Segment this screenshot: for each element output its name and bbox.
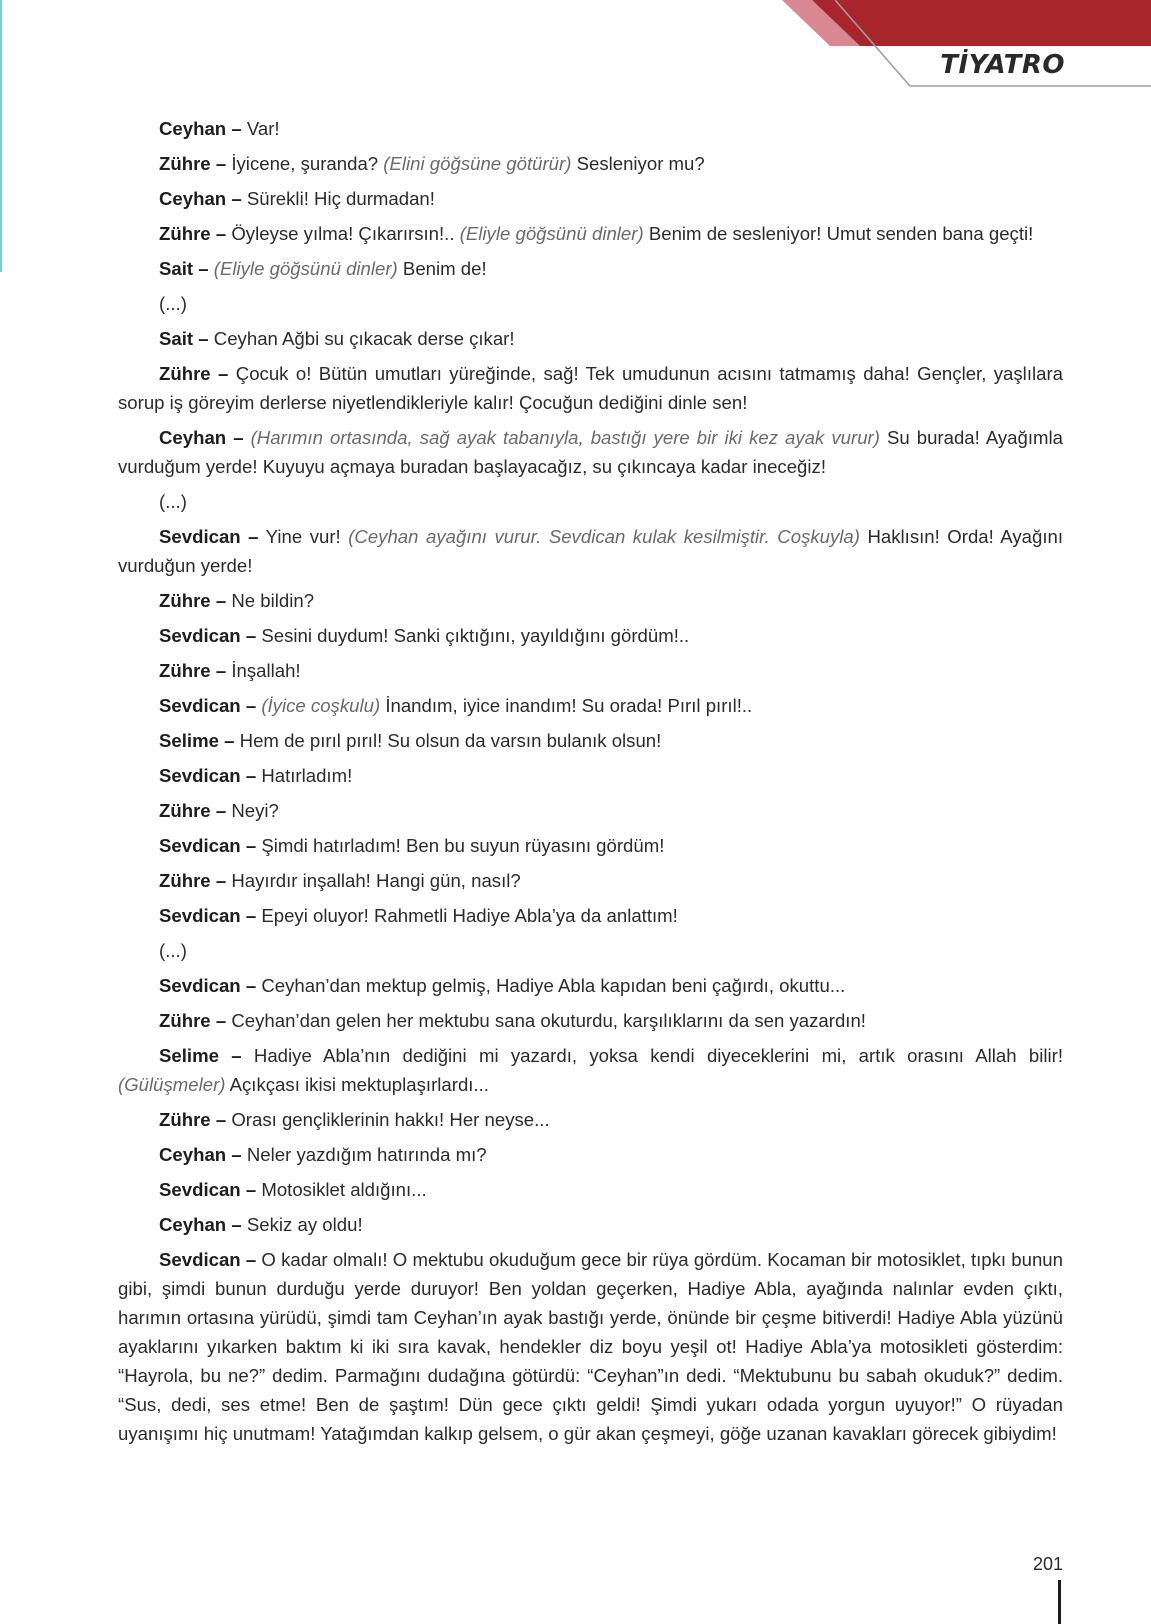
speaker-name: Sevdican – xyxy=(159,835,257,856)
speaker-name: Sevdican – xyxy=(159,765,257,786)
dialogue-text: Ne bildin? xyxy=(231,590,315,611)
dialogue-line xyxy=(118,691,1063,720)
dialogue-text: Hadiye Abla’nın dediğini mi yazardı, yoksa kendi diyeceklerini mi, artık orasını Allah bilir! xyxy=(253,1045,1063,1066)
dialogue-line xyxy=(118,621,1063,650)
dialogue-line xyxy=(118,901,1063,930)
speaker-name: Ceyhan – xyxy=(159,188,242,209)
dialogue-line xyxy=(118,184,1063,213)
dialogue-line xyxy=(118,522,1063,580)
dialogue-text: Var! xyxy=(246,118,280,139)
dialogue-text: İnşallah! xyxy=(231,660,301,681)
speaker-name: Sevdican – xyxy=(159,526,259,547)
dialogue-line xyxy=(118,254,1063,283)
page-number-rule xyxy=(1058,1580,1061,1624)
dialogue-line xyxy=(118,866,1063,895)
speaker-name: Sevdican – xyxy=(159,625,257,646)
dialogue-text: Su burada! Ayağımla vurduğum yerde! Kuyuyu açmaya buradan başlayacağız, su çıkıncaya kadar ineceğiz! xyxy=(118,427,1063,477)
stage-direction: (Harımın ortasında, sağ ayak tabanıyla, bastığı yere bir iki kez ayak vurur) xyxy=(250,427,880,448)
dialogue-line xyxy=(118,149,1063,178)
play-dialogue xyxy=(118,114,1063,1454)
stage-direction: (Gülüşmeler) xyxy=(118,1074,226,1095)
speaker-name: Ceyhan – xyxy=(159,118,242,139)
dialogue-line xyxy=(118,487,1063,516)
header-accent-band xyxy=(812,0,1151,46)
dialogue-text: (...) xyxy=(159,940,187,961)
dialogue-line xyxy=(118,1245,1063,1448)
dialogue-text: O kadar olmalı! O mektubu okuduğum gece bir rüya gördüm. Kocaman bir motosiklet, tıpkı bunun gibi, şimdi bunun durduğu yerde duruyor! Ben yoldan geçerken, Hadiye Abla, ayağında nalınlar evden çıktı, harımın ortasına yürüdü, şimdi tam Ceyhan’ın ayak bastığı yerde, önünde bir çeşme bitiverdi! Hadiye Abla yüzünü ayaklarını yıkarken baktım ki iki sıra kavak, hendekler diz boyu yeşil ot! Hadiye Abla’ya motosikleti gösterdim: “Hayrola, bu ne?” dedim. Parmağını dudağına götürdü: “Ceyhan”ın dedi. “Mektubunu bu sabah okuduk?” dedim. “Sus, dedi, ses etme! Ben de şaştım! Dün gece çıktı geldi! Şimdi yukarı odada yorgun uyuyor!” O rüyadan uyanışımı hiç unutmam! Yatağımdan kalkıp gelsem, o gür akan çeşmeyi, göğe uzanan kavakları görecek gibiydim! xyxy=(118,1249,1063,1444)
speaker-name: Zühre – xyxy=(159,223,227,244)
dialogue-text: Sesini duydum! Sanki çıktığını, yayıldığını gördüm!.. xyxy=(261,625,690,646)
speaker-name: Ceyhan – xyxy=(159,1214,242,1235)
dialogue-text: Ceyhan Ağbi su çıkacak derse çıkar! xyxy=(213,328,515,349)
stage-direction: (Ceyhan ayağını vurur. Sevdican kulak kesilmiştir. Coşkuyla) xyxy=(348,526,860,547)
dialogue-line xyxy=(118,726,1063,755)
dialogue-line xyxy=(118,1175,1063,1204)
speaker-name: Sevdican – xyxy=(159,1249,257,1270)
dialogue-text: Hem de pırıl pırıl! Su olsun da varsın bulanık olsun! xyxy=(239,730,662,751)
dialogue-line xyxy=(118,219,1063,248)
speaker-name: Sait – xyxy=(159,258,209,279)
speaker-name: Sevdican – xyxy=(159,695,257,716)
dialogue-line xyxy=(118,359,1063,417)
dialogue-text: Ceyhan’dan gelen her mektubu sana okuturdu, karşılıklarını da sen yazardın! xyxy=(231,1010,866,1031)
dialogue-line xyxy=(118,1140,1063,1169)
speaker-name: Sait – xyxy=(159,328,209,349)
dialogue-line xyxy=(118,936,1063,965)
dialogue-text: Neyi? xyxy=(231,800,279,821)
dialogue-text: Yine vur! xyxy=(265,526,349,547)
dialogue-line xyxy=(118,114,1063,143)
speaker-name: Zühre – xyxy=(159,590,227,611)
dialogue-text: İyicene, şuranda? xyxy=(231,153,384,174)
speaker-name: Zühre – xyxy=(159,1109,227,1130)
dialogue-text: Şimdi hatırladım! Ben bu suyun rüyasını gördüm! xyxy=(261,835,665,856)
speaker-name: Sevdican – xyxy=(159,1179,257,1200)
dialogue-text: Açıkçası ikisi mektuplaşırlardı... xyxy=(225,1074,489,1095)
dialogue-line xyxy=(118,1210,1063,1239)
dialogue-line xyxy=(118,971,1063,1000)
dialogue-text: Orası gençliklerinin hakkı! Her neyse... xyxy=(231,1109,550,1130)
dialogue-line xyxy=(118,831,1063,860)
dialogue-text: Çocuk o! Bütün umutları yüreğinde, sağ! Tek umudunun acısını tatmamış daha! Gençler, yaşlılara sorup iş göreyim derlerse niyetlendikleriyle kalır! Çocuğun dediğini dinle sen! xyxy=(118,363,1063,413)
dialogue-line xyxy=(118,1006,1063,1035)
dialogue-text: Motosiklet aldığını... xyxy=(261,1179,427,1200)
dialogue-text: Neler yazdığım hatırında mı? xyxy=(246,1144,487,1165)
dialogue-text: Ceyhan’dan mektup gelmiş, Hadiye Abla kapıdan beni çağırdı, okuttu... xyxy=(261,975,846,996)
speaker-name: Zühre – xyxy=(159,660,227,681)
dialogue-line xyxy=(118,1041,1063,1099)
dialogue-text: Benim de sesleniyor! Umut senden bana geçti! xyxy=(643,223,1034,244)
dialogue-text: Epeyi oluyor! Rahmetli Hadiye Abla’ya da anlattım! xyxy=(261,905,678,926)
speaker-name: Zühre – xyxy=(159,1010,227,1031)
dialogue-line xyxy=(118,324,1063,353)
stage-direction: (İyice coşkulu) xyxy=(261,695,381,716)
speaker-name: Zühre – xyxy=(159,363,229,384)
dialogue-line xyxy=(118,289,1063,318)
dialogue-text: Öyleyse yılma! Çıkarırsın!.. xyxy=(231,223,460,244)
dialogue-text: İnandım, iyice inandım! Su orada! Pırıl pırıl!.. xyxy=(380,695,753,716)
speaker-name: Sevdican – xyxy=(159,975,257,996)
stage-direction: (Elini göğsüne götürür) xyxy=(383,153,572,174)
speaker-name: Sevdican – xyxy=(159,905,257,926)
dialogue-line xyxy=(118,423,1063,481)
speaker-name: Zühre – xyxy=(159,870,227,891)
dialogue-text: Hayırdır inşallah! Hangi gün, nasıl? xyxy=(231,870,521,891)
speaker-name: Selime – xyxy=(159,1045,242,1066)
stage-direction: (Eliyle göğsünü dinler) xyxy=(213,258,398,279)
dialogue-text: (...) xyxy=(159,293,187,314)
dialogue-line xyxy=(118,586,1063,615)
dialogue-text: Hatırladım! xyxy=(261,765,353,786)
section-title: TİYATRO xyxy=(940,50,1065,80)
dialogue-text: Sesleniyor mu? xyxy=(571,153,705,174)
dialogue-text: (...) xyxy=(159,491,187,512)
dialogue-line xyxy=(118,1105,1063,1134)
speaker-name: Ceyhan – xyxy=(159,1144,242,1165)
speaker-name: Ceyhan – xyxy=(159,427,244,448)
stage-direction: (Eliyle göğsünü dinler) xyxy=(459,223,644,244)
dialogue-text: Sekiz ay oldu! xyxy=(246,1214,363,1235)
speaker-name: Zühre – xyxy=(159,153,227,174)
speaker-name: Selime – xyxy=(159,730,235,751)
dialogue-text: Haklısın! Orda! Ayağını vurduğun yerde! xyxy=(118,526,1063,576)
dialogue-line xyxy=(118,761,1063,790)
dialogue-text: Sürekli! Hiç durmadan! xyxy=(246,188,435,209)
dialogue-line xyxy=(118,796,1063,825)
dialogue-line xyxy=(118,656,1063,685)
speaker-name: Zühre – xyxy=(159,800,227,821)
dialogue-text: Benim de! xyxy=(397,258,487,279)
page-number: 201 xyxy=(1032,1554,1063,1574)
